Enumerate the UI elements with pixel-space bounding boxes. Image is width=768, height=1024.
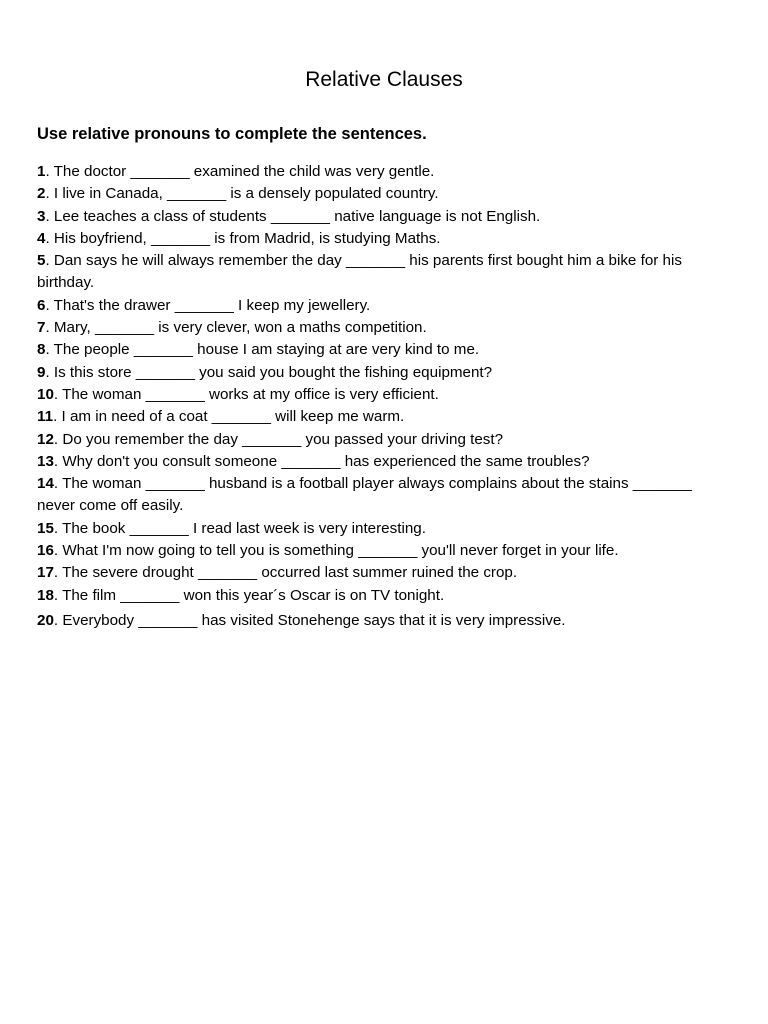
exercise-item	[37, 317, 702, 339]
exercise-item	[37, 384, 702, 406]
exercise-item	[37, 206, 702, 228]
item-number: 8	[37, 341, 46, 359]
item-text: . The woman _______ husband is a football player always complains about the stains _______ never come off easily.	[37, 475, 692, 515]
item-text: . Is this store _______ you said you bought the fishing equipment?	[45, 363, 493, 381]
item-number: 16	[37, 542, 54, 560]
item-text: . Do you remember the day _______ you passed your driving test?	[53, 430, 504, 448]
item-number: 13	[37, 452, 54, 470]
item-number: 6	[37, 296, 46, 314]
item-number: 14	[37, 475, 54, 493]
exercise-item	[37, 473, 702, 518]
item-number: 11	[37, 408, 54, 426]
exercise-item	[37, 540, 702, 562]
item-text: . The people _______ house I am staying at are very kind to me.	[45, 341, 480, 359]
exercise-item	[37, 610, 702, 632]
item-text: . The film _______ won this year´s Oscar is on TV tonight.	[53, 586, 445, 604]
item-number: 4	[37, 229, 46, 247]
item-text: . That's the drawer _______ I keep my jewellery.	[45, 296, 371, 314]
exercise-item	[37, 406, 702, 428]
item-text: . Why don't you consult someone _______ has experienced the same troubles?	[53, 452, 590, 470]
exercise-item	[37, 228, 702, 250]
item-text: . Dan says he will always remember the day _______ his parents first bought him a bike for his birthday.	[37, 252, 682, 292]
exercise-item	[37, 183, 702, 205]
item-text: . Lee teaches a class of students _______ native language is not English.	[45, 207, 541, 225]
exercise-item	[37, 451, 702, 473]
page-title: Relative Clauses	[305, 68, 463, 91]
exercise-list	[37, 161, 702, 632]
item-number: 3	[37, 207, 46, 225]
item-text: . Mary, _______ is very clever, won a maths competition.	[45, 319, 427, 337]
instructions: Use relative pronouns to complete the sentences.	[37, 125, 427, 143]
item-number: 18	[37, 586, 54, 604]
item-number: 10	[37, 385, 54, 403]
exercise-item	[37, 250, 702, 295]
exercise-item	[37, 161, 702, 183]
item-text: . The woman _______ works at my office is very efficient.	[53, 385, 439, 403]
item-text: . His boyfriend, _______ is from Madrid, is studying Maths.	[45, 229, 441, 247]
item-number: 15	[37, 519, 54, 537]
item-number: 1	[37, 163, 46, 180]
item-number: 2	[37, 185, 46, 203]
exercise-item	[37, 518, 702, 540]
exercise-item	[37, 362, 702, 384]
item-text: . I live in Canada, _______ is a densely populated country.	[45, 185, 439, 203]
item-text: . The book _______ I read last week is very interesting.	[53, 519, 426, 537]
item-number: 12	[37, 430, 54, 448]
item-text: . The doctor _______ examined the child was very gentle.	[45, 163, 435, 180]
item-number: 20	[37, 611, 54, 629]
item-number: 5	[37, 252, 46, 270]
item-number: 17	[37, 564, 54, 582]
exercise-item	[37, 295, 702, 317]
item-number: 7	[37, 319, 46, 337]
exercise-item	[37, 562, 702, 584]
item-text: . What I'm now going to tell you is something _______ you'll never forget in your life.	[53, 542, 619, 560]
item-text: . I am in need of a coat _______ will keep me warm.	[53, 408, 405, 426]
item-text: . The severe drought _______ occurred last summer ruined the crop.	[53, 564, 518, 582]
exercise-item	[37, 585, 702, 607]
item-text: . Everybody _______ has visited Stonehenge says that it is very impressive.	[53, 611, 566, 629]
item-number: 9	[37, 363, 46, 381]
exercise-item	[37, 339, 702, 361]
exercise-item	[37, 429, 702, 451]
